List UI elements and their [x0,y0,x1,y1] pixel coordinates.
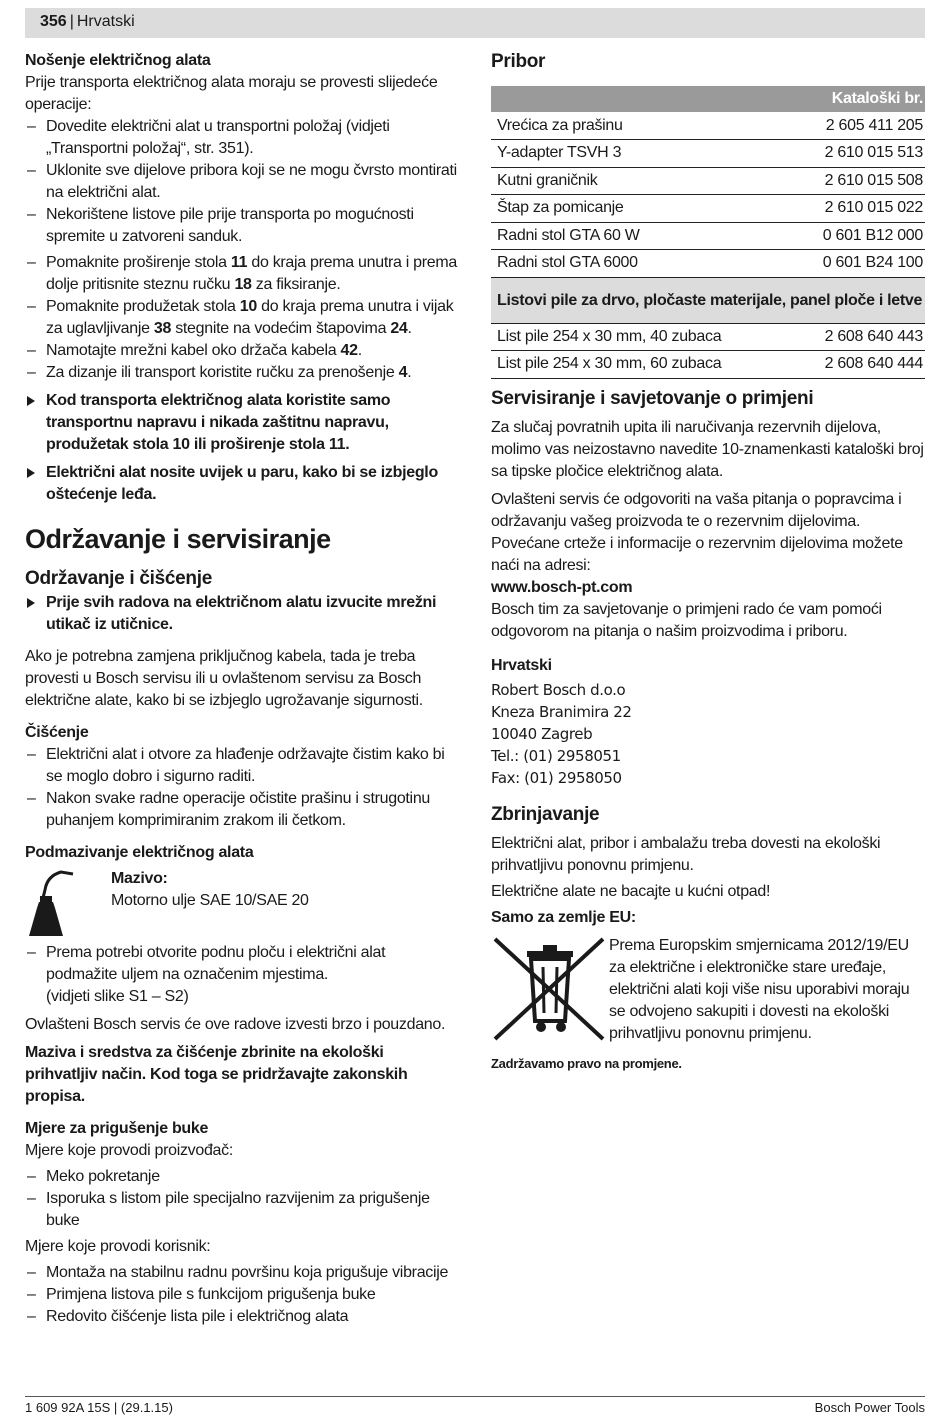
item-text: do kraja prema unutra i vijak za uglavljivanje [46,298,454,337]
lubricant-value: Motorno ulje SAE 10/SAE 20 [111,892,309,909]
table-row [491,323,925,351]
catalog-number: 2 610 015 513 [787,140,925,168]
warning-transport [25,390,457,456]
oil-can-icon [25,868,111,940]
header-bar [25,8,925,38]
header-language: Hrvatski [76,13,135,30]
country-title: Hrvatski [491,656,552,674]
list-item: – Meko pokretanje [25,1166,457,1188]
item-text: . [407,364,412,381]
item-text: Pomaknite produžetak stola [46,298,240,315]
header-separator: | [69,13,74,30]
disposal-paragraph: Električne alate ne bacajte u kućni otpad! [491,882,771,900]
service-paragraph: Bosch tim za savjetovanje o primjeni rado će vam pomoći odgovorom na pitanja o našim proizvodima i priboru. [491,600,882,640]
catalog-number: 2 608 640 443 [787,323,925,351]
catalog-number: 2 605 411 205 [787,112,925,140]
item-text: . [357,342,362,359]
list-item-continued [25,204,457,248]
item-ref-number: 4 [398,364,408,381]
accessory-name: Kutni graničnik [491,167,787,195]
list-item: – Dovedite električni alat u transportni položaj (vidjeti „Transportni položaj“, str. 351). [25,116,457,160]
list-item-text: Nekorištene listove pile prije transporta po mogućnosti spremite u zatvoreni sanduk. [46,206,414,245]
eu-directive-text: Prema Europskim smjernicama 2012/19/EU za električne i elektroničke stare uređaje, električni alati koji više nisu uporabivi moraju se odvojeno sakupiti i dovesti na ekološki prihvatljivu ponovnu primjenu. [609,936,910,1042]
table-row [491,250,925,278]
transport-list [25,116,457,384]
page-number: 356 [40,13,67,30]
list-item: – Redovito čišćenje lista pile i električnog alata [25,1306,457,1328]
item-text: Za dizanje ili transport koristite ručku za prenošenje [46,364,399,381]
catalog-number: 0 601 B24 100 [787,250,925,278]
accessory-name: Vrećica za prašinu [491,112,787,140]
cleaning-section-title: Održavanje i čišćenje [25,568,212,589]
cleaning-list [25,744,457,832]
manufacturer-list [25,1166,457,1232]
list-item: – Uklonite sve dijelove pribora koji se ne mogu čvrsto montirati na električni alat. [25,160,457,204]
lubricant-block [25,868,457,940]
catalog-number-header: Kataloški br. [491,86,925,112]
disposal-paragraph: Električni alat, pribor i ambalažu treba dovesti na ekološki prihvatljivu ponovnu primjenu. [491,834,881,874]
list-item: – Primjena listova pile s funkcijom prigušenja buke [25,1284,457,1306]
accessory-name: Radni stol GTA 6000 [491,250,787,278]
item-text: Pomaknite proširenje stola [46,254,231,271]
lubrication-title: Podmazivanje električnog alata [25,844,254,861]
list-item [25,942,457,1008]
address-line: Robert Bosch d.o.o [491,680,626,699]
blades-group-label: Listovi pile za drvo, pločaste materijale, panel ploče i letve [491,277,925,323]
address-line: Kneza Branimira 22 [491,702,632,721]
footer-divider [25,1396,925,1397]
item-text: stegnite na vodećim štapovima [171,320,391,337]
left-column [25,50,457,1328]
warning-text: Kod transporta električnog alata koristite samo transportnu napravu i nikada zaštitnu napravu, produžetak stola 10 ili proširenje stola 11. [46,392,391,453]
phone-line: Tel.: (01) 2958051 [491,746,621,765]
list-item: – Nakon svake radne operacije očistite prašinu i strugotinu puhanjem komprimiranim zrakom ili četkom. [25,788,457,832]
cable-replace-text: Ako je potrebna zamjena priključnog kabela, tada je treba provesti u Bosch servisu ili u ovlaštenom servisu za Bosch električne alate, kako bi se izbjeglo ugrožavanje sigurnosti. [25,648,423,709]
weee-block [491,935,925,1045]
document-number: 1 609 92A 15S [25,1400,111,1415]
warning-arrow-icon [27,598,35,608]
address-block [491,679,925,789]
address-line: 10040 Zagreb [491,724,593,743]
list-item [25,296,457,340]
service-title: Servisiranje i savjetovanje o primjeni [491,387,814,409]
warning-arrow-icon [27,396,35,406]
list-item [25,340,457,362]
item-text: do kraja prema unutra i prema dolje pritisnite steznu ručku [46,254,457,293]
item-ref-number: 18 [234,276,252,293]
table-row [491,195,925,223]
warning-text: Prije svih radova na električnom alatu izvucite mrežni utikač iz utičnice. [46,594,437,633]
fax-line: Fax: (01) 2958050 [491,768,622,787]
table-group-row [491,277,925,323]
accessory-name: Y-adapter TSVH 3 [491,140,787,168]
manufacturer-intro: Mjere koje provodi proizvođač: [25,1142,233,1159]
accessories-table [491,86,925,379]
figure-reference: (vidjeti slike S1 – S2) [46,988,189,1005]
warning-text: Električni alat nosite uvijek u paru, kako bi se izbjeglo oštećenje leđa. [46,464,438,503]
accessory-name: List pile 254 x 30 mm, 40 zubaca [491,323,787,351]
item-text: Namotajte mrežni kabel oko držača kabela [46,342,341,359]
list-item [25,362,457,384]
catalog-number: 2 610 015 508 [787,167,925,195]
list-item [25,252,457,296]
list-item: – Montaža na stabilnu radnu površinu koja prigušuje vibracije [25,1262,457,1284]
eu-title: Samo za zemlje EU: [491,908,636,926]
item-ref-number: 10 [239,298,257,315]
document-date: (29.1.15) [120,1400,173,1415]
table-row [491,112,925,140]
service-fast-text: Ovlašteni Bosch servis će ove radove izvesti brzo i pouzdano. [25,1016,446,1033]
lubrication-list [25,942,457,1008]
item-text: za fiksiranje. [251,276,341,293]
transport-intro: Prije transporta električnog alata moraju se provesti slijedeće operacije: [25,74,438,113]
service-paragraph: Ovlašteni servis će odgovoriti na vaša pitanja o popravcima i održavanju vašeg proizvoda te o rezervnim dijelovima. Povećane crteže i informacije o rezervnim dijelovima možete naći na adresi: [491,490,903,574]
footer-doc-id: 1 609 92A 15S | (29.1.15) [25,1400,173,1415]
accessory-name: Štap za pomicanje [491,195,787,223]
item-ref-number: 11 [230,254,248,271]
accessory-name: Radni stol GTA 60 W [491,222,787,250]
reserved-note: Zadržavamo pravo na promjene. [491,1055,682,1071]
table-row [491,167,925,195]
maintenance-title: Održavanje i servisiranje [25,524,331,554]
service-paragraph: Za slučaj povratnih upita ili naručivanja rezervnih dijelova, molimo vas neizostavno navedite 10-znamenkasti kataloški broj sa tipske pločice električnog alata. [491,418,924,480]
list-item-text: Prema potrebi otvorite podnu ploču i električni alat podmažite uljem na označenim mjestima. [46,944,386,983]
accessories-title: Pribor [491,51,546,72]
transport-title: Nošenje električnog alata [25,52,211,69]
user-list [25,1262,457,1328]
catalog-number: 0 601 B12 000 [787,222,925,250]
item-ref-number: 42 [340,342,358,359]
item-ref-number: 38 [153,320,172,337]
lubricant-text [111,868,309,940]
warning-arrow-icon [27,468,35,478]
table-header-row [491,86,925,112]
table-row [491,140,925,168]
accessory-name: List pile 254 x 30 mm, 60 zubaca [491,351,787,379]
footer-brand: Bosch Power Tools [814,1400,925,1415]
right-column [491,50,925,1073]
disposal-note: Maziva i sredstva za čišćenje zbrinite na ekološki prihvatljiv način. Kod toga se pridržavajte zakonskih propisa. [25,1044,408,1105]
website-link[interactable]: www.bosch-pt.com [491,578,633,596]
list-item: – Električni alat i otvore za hlađenje održavajte čistim kako bi se moglo dobro i sigurno raditi. [25,744,457,788]
noise-title: Mjere za prigušenje buke [25,1120,209,1137]
user-intro: Mjere koje provodi korisnik: [25,1238,211,1255]
table-row [491,351,925,379]
page-header [40,12,135,32]
lubricant-label: Mazivo: [111,870,168,887]
item-text: . [407,320,412,337]
catalog-number: 2 610 015 022 [787,195,925,223]
list-item: – Isporuka s listom pile specijalno razvijenim za prigušenje buke [25,1188,457,1232]
disposal-title: Zbrinjavanje [491,803,600,825]
warning-pair [25,462,457,506]
crossed-bin-icon [491,935,609,1043]
table-row [491,222,925,250]
warning-plug [25,592,457,636]
cleaning-title: Čišćenje [25,724,89,741]
catalog-number: 2 608 640 444 [787,351,925,379]
item-ref-number: 24 [390,320,408,337]
